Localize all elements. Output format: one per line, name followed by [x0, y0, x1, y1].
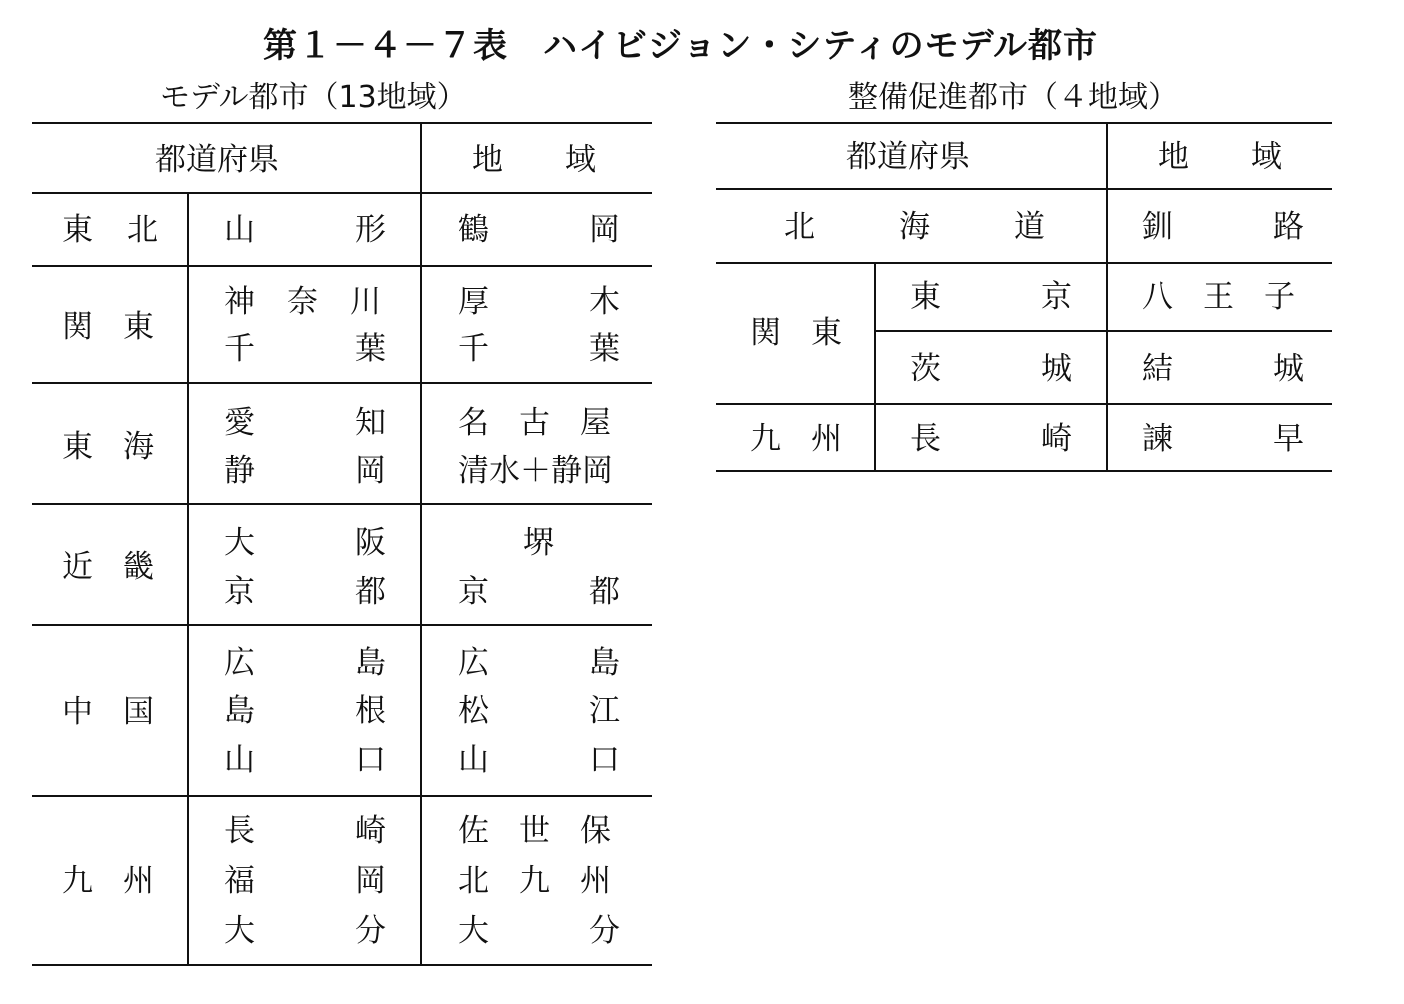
rule [32, 192, 652, 194]
rule [876, 330, 1332, 332]
rule [32, 265, 652, 267]
pref-oita: 大分 [224, 913, 486, 949]
pref-shimane: 島根 [224, 693, 486, 729]
region-shimizu-shizuoka: 清水＋静岡 [458, 453, 613, 489]
pref-hokkaido: 北海道 [784, 209, 1129, 245]
header-prefecture: 都道府県 [155, 142, 279, 178]
right-caption: 整備促進都市（４地域） [848, 80, 1178, 115]
region-hachioji: 八王子 [1142, 279, 1325, 315]
header-region: 地 域 [472, 142, 596, 178]
area-kyushu: 九州 [750, 421, 872, 457]
region-yamaguchi: 山口 [458, 742, 720, 778]
pref-kanagawa: 神奈川 [224, 284, 413, 320]
area-kyushu: 九州 [62, 863, 184, 899]
region-hiroshima: 広島 [458, 645, 720, 681]
rule [716, 403, 1332, 405]
rule [32, 964, 652, 966]
pref-kyoto: 京都 [224, 574, 486, 610]
region-tsuruoka: 鶴 岡 [458, 212, 620, 248]
pref-aichi: 愛知 [224, 405, 486, 441]
region-kitakyushu: 北九州 [458, 863, 641, 899]
region-matsue: 松江 [458, 693, 720, 729]
left-caption: モデル都市（13地域） [160, 80, 467, 115]
pref-osaka: 大阪 [224, 525, 486, 561]
area-tokai: 東海 [62, 429, 184, 465]
pref-shizuoka: 静岡 [224, 453, 486, 489]
rule [32, 503, 652, 505]
region-chiba: 千葉 [458, 331, 720, 367]
pref-yamaguchi: 山口 [224, 742, 486, 778]
pref-fukuoka: 福岡 [224, 863, 486, 899]
header-prefecture: 都道府県 [846, 139, 970, 175]
rule [716, 122, 1332, 124]
region-sasebo: 佐世保 [458, 813, 641, 849]
region-kyoto: 京都 [458, 574, 720, 610]
rule [716, 470, 1332, 472]
region-nagoya: 名古屋 [458, 405, 641, 441]
pref-nagasaki: 長崎 [224, 813, 486, 849]
area-kanto: 関東 [62, 309, 184, 345]
divider [874, 263, 876, 472]
pref-ibaraki: 茨城 [910, 351, 1172, 387]
region-yuki: 結城 [1142, 351, 1404, 387]
rule [32, 122, 652, 124]
rule [32, 795, 652, 797]
pref-tokyo: 東京 [910, 279, 1172, 315]
rule [716, 188, 1332, 190]
region-atsugi: 厚木 [458, 284, 720, 320]
area-kanto: 関東 [750, 315, 872, 351]
pref-yamagata: 山 形 [224, 212, 386, 248]
area-tohoku: 東 北 [62, 212, 158, 248]
header-region: 地 域 [1158, 139, 1282, 175]
area-kinki: 近畿 [62, 549, 184, 585]
pref-chiba: 千葉 [224, 331, 486, 367]
region-isahaya: 諫早 [1142, 421, 1404, 457]
divider [187, 193, 189, 966]
pref-nagasaki: 長崎 [910, 421, 1172, 457]
table-title: 第１－４－７表 ハイビジョン・シティのモデル都市 [263, 26, 1098, 66]
pref-hiroshima: 広島 [224, 645, 486, 681]
region-sakai: 堺 [523, 525, 554, 561]
region-oita: 大分 [458, 913, 720, 949]
rule [32, 624, 652, 626]
rule [32, 382, 652, 384]
rule [716, 262, 1332, 264]
area-chugoku: 中国 [62, 694, 184, 730]
region-kushiro: 釧路 [1142, 209, 1404, 245]
